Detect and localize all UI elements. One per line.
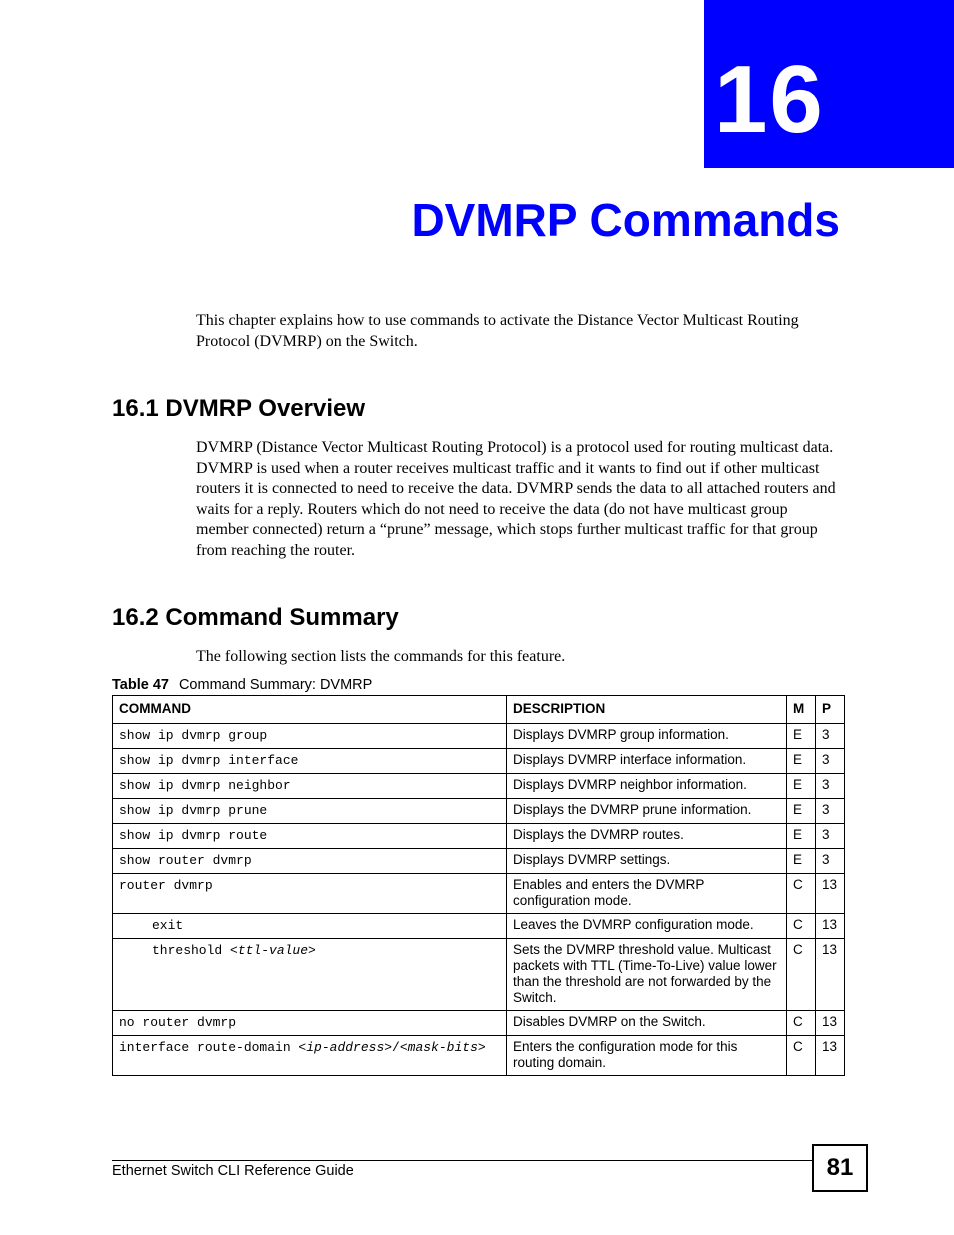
chapter-intro: This chapter explains how to use commands to activate the Distance Vector Multicast Routing Protocol (DVMRP) on the Switch. bbox=[196, 312, 799, 350]
page-number: 81 bbox=[812, 1144, 868, 1192]
table-caption bbox=[112, 676, 372, 694]
section-body-overview: DVMRP (Distance Vector Multicast Routing Protocol) is a protocol used for routing multicast data. DVMRP is used when a router receives multicast traffic and it wants to find out if other multicast routers it is connected to need to receive the data. DVMRP sends the data to all attached routers and waits for a reply. Routers which do not need to receive the data (do not have multicast group member connected) return a “prune” message, which stops further multicast traffic for that group from reaching the router. bbox=[196, 439, 836, 559]
table-row bbox=[113, 914, 845, 939]
command-cell: show ip dvmrp route bbox=[113, 824, 507, 849]
mode-cell: C bbox=[787, 874, 816, 914]
command-text: interface route-domain < bbox=[119, 1040, 307, 1055]
command-cell bbox=[113, 1036, 507, 1076]
footer-guide-title: Ethernet Switch CLI Reference Guide bbox=[112, 1163, 354, 1179]
privilege-cell: 13 bbox=[816, 914, 845, 939]
mode-cell: E bbox=[787, 849, 816, 874]
privilege-cell: 13 bbox=[816, 1011, 845, 1036]
command-cell: router dvmrp bbox=[113, 874, 507, 914]
description-cell: Enables and enters the DVMRP configuration mode. bbox=[507, 874, 787, 914]
mode-cell: E bbox=[787, 799, 816, 824]
description-cell: Disables DVMRP on the Switch. bbox=[507, 1011, 787, 1036]
privilege-cell: 3 bbox=[816, 774, 845, 799]
header-m: M bbox=[787, 696, 816, 724]
description-cell: Displays DVMRP settings. bbox=[507, 849, 787, 874]
command-cell: show ip dvmrp neighbor bbox=[113, 774, 507, 799]
description-cell: Leaves the DVMRP configuration mode. bbox=[507, 914, 787, 939]
command-cell: exit bbox=[113, 914, 507, 939]
description-cell: Displays the DVMRP prune information. bbox=[507, 799, 787, 824]
privilege-cell: 13 bbox=[816, 874, 845, 914]
chapter-title: DVMRP Commands bbox=[411, 194, 840, 246]
privilege-cell: 13 bbox=[816, 939, 845, 1011]
mode-cell: E bbox=[787, 824, 816, 849]
command-text: >/< bbox=[384, 1040, 408, 1055]
table-row bbox=[113, 874, 845, 914]
table-row bbox=[113, 749, 845, 774]
header-p: P bbox=[816, 696, 845, 724]
table-row bbox=[113, 849, 845, 874]
table-caption-label: Table 47 bbox=[112, 677, 169, 693]
table-row bbox=[113, 1036, 845, 1076]
table-row bbox=[113, 774, 845, 799]
mode-cell: C bbox=[787, 939, 816, 1011]
mode-cell: E bbox=[787, 774, 816, 799]
description-cell: Displays the DVMRP routes. bbox=[507, 824, 787, 849]
mode-cell: C bbox=[787, 1011, 816, 1036]
mode-cell: C bbox=[787, 1036, 816, 1076]
description-cell: Displays DVMRP group information. bbox=[507, 724, 787, 749]
table-row bbox=[113, 824, 845, 849]
privilege-cell: 3 bbox=[816, 849, 845, 874]
command-parameter: mask-bits bbox=[407, 1040, 478, 1055]
table-row bbox=[113, 724, 845, 749]
section-heading-overview: 16.1 DVMRP Overview bbox=[112, 395, 366, 422]
table-caption-text: Command Summary: DVMRP bbox=[178, 677, 373, 693]
table-row bbox=[113, 1011, 845, 1036]
command-text: > bbox=[308, 943, 316, 958]
description-cell: Enters the configuration mode for this routing domain. bbox=[507, 1036, 787, 1076]
mode-cell: E bbox=[787, 749, 816, 774]
command-cell: show router dvmrp bbox=[113, 849, 507, 874]
command-summary-table bbox=[112, 695, 845, 1076]
command-cell: no router dvmrp bbox=[113, 1011, 507, 1036]
mode-cell: C bbox=[787, 914, 816, 939]
command-text: > bbox=[477, 1040, 486, 1055]
command-cell: show ip dvmrp prune bbox=[113, 799, 507, 824]
header-description: DESCRIPTION bbox=[507, 696, 787, 724]
privilege-cell: 13 bbox=[816, 1036, 845, 1076]
command-cell: show ip dvmrp interface bbox=[113, 749, 507, 774]
description-cell: Displays DVMRP neighbor information. bbox=[507, 774, 787, 799]
section-body-command-summary: The following section lists the commands for this feature. bbox=[196, 648, 566, 665]
header-command: COMMAND bbox=[113, 696, 507, 724]
table-header-row bbox=[113, 696, 845, 724]
command-cell: show ip dvmrp group bbox=[113, 724, 507, 749]
command-parameter: ip-address bbox=[306, 1040, 385, 1055]
privilege-cell: 3 bbox=[816, 824, 845, 849]
table-row bbox=[113, 799, 845, 824]
privilege-cell: 3 bbox=[816, 799, 845, 824]
command-text: threshold < bbox=[152, 943, 238, 958]
privilege-cell: 3 bbox=[816, 724, 845, 749]
mode-cell: E bbox=[787, 724, 816, 749]
chapter-number: 16 bbox=[714, 46, 825, 153]
description-cell: Displays DVMRP interface information. bbox=[507, 749, 787, 774]
command-cell bbox=[113, 939, 507, 1011]
description-cell: Sets the DVMRP threshold value. Multicast packets with TTL (Time-To-Live) value lower than the threshold are not forwarded by the Switch. bbox=[507, 939, 787, 1011]
command-parameter: ttl-value bbox=[237, 943, 309, 958]
footer-divider bbox=[112, 1160, 812, 1161]
privilege-cell: 3 bbox=[816, 749, 845, 774]
section-heading-command-summary: 16.2 Command Summary bbox=[112, 604, 399, 631]
table-row bbox=[113, 939, 845, 1011]
